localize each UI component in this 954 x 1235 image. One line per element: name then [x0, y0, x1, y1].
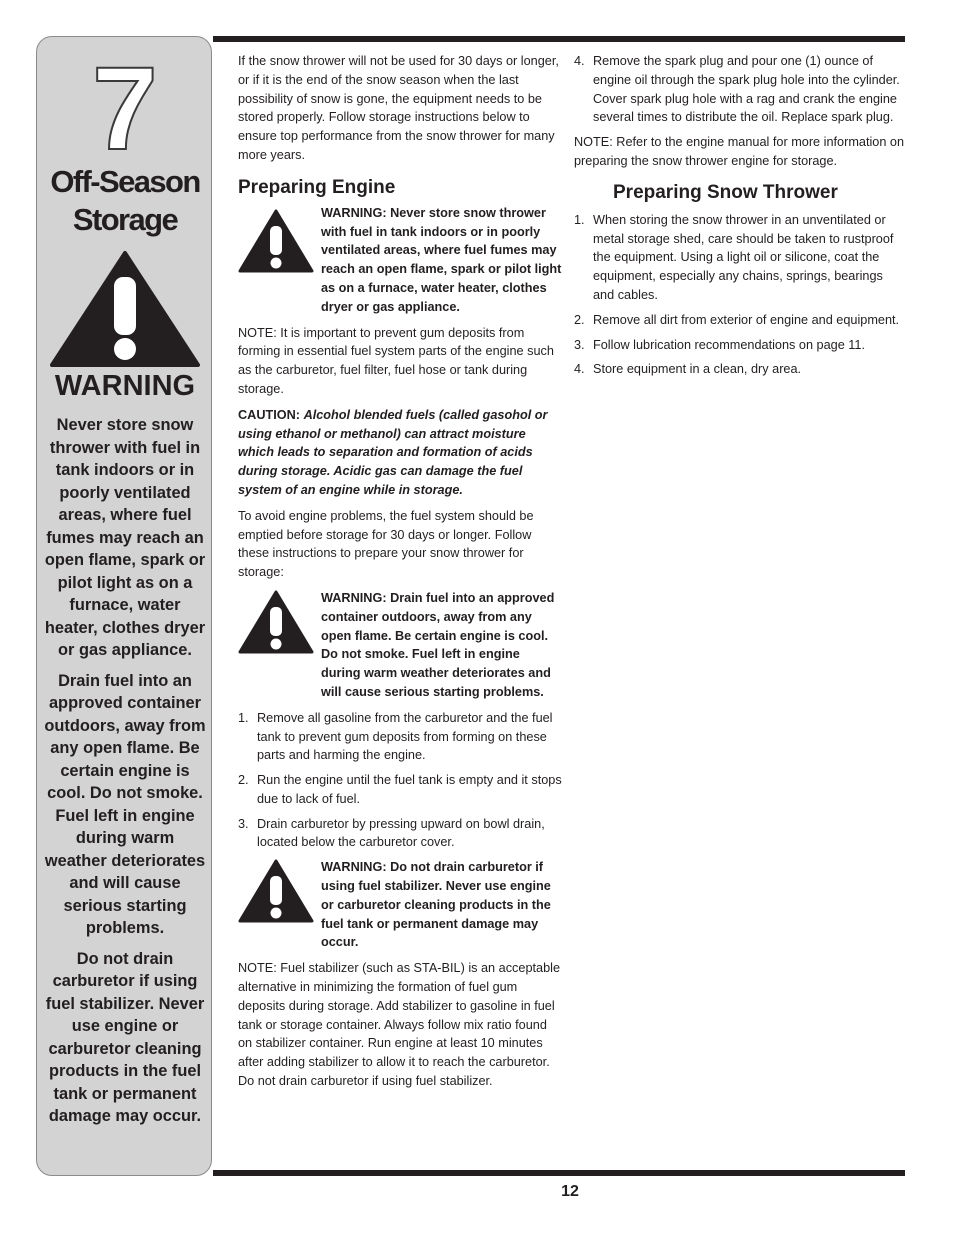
caution-text: Alcohol blended fuels (called gasohol or using ethanol or methanol) can attract moisture which leads to separation and formation of acids during storage. Acidic gas can damage the fuel system of an engine while in storage.	[238, 407, 548, 497]
note-paragraph: NOTE: Fuel stabilizer (such as STA-BIL) is an acceptable alternative in minimizing the formation of fuel gum deposits during storage. Add stabilizer to gasoline in fuel tank or storage container. Always follow mix ratio found on stabilizer container. Run engine at least 10 minutes after adding stabilizer to allow it to reach the carburetor. Do not drain carburetor if using fuel stabilizer.	[238, 961, 561, 1089]
list-item	[574, 52, 906, 127]
list-item	[238, 771, 562, 809]
list-item-number: 1.	[238, 710, 249, 725]
list-item-text: When storing the snow thrower in an unventilated or metal storage shed, care should be taken to rustproof the equipment. Using a light oil or silicone, coat the equipment, especially any chains, springs, bearings and cables.	[593, 212, 894, 302]
intro-paragraph: If the snow thrower will not be used for 30 days or longer, or if it is the end of the snow season when the last possibility of snow is gone, the equipment needs to be stored properly. Follow storage instructions below to ensure top performance from the snow thrower for many more years.	[238, 54, 559, 162]
list-item-number: 4.	[574, 362, 585, 377]
left-column	[238, 52, 562, 1098]
sidebar-paragraph: Do not drain carburetor if using fuel stabilizer. Never use engine or carburetor cleaning products in the fuel tank or permanent damage may occur.	[45, 949, 205, 1125]
note-paragraph: NOTE: It is important to prevent gum deposits from forming in essential fuel system parts of the engine such as the carburetor, fuel filter, fuel hose or tank during storage.	[238, 325, 554, 396]
list-item-text: Remove all dirt from exterior of engine and equipment.	[593, 312, 900, 327]
warning-label: WARNING	[54, 370, 196, 402]
list-item-number: 4.	[574, 54, 585, 68]
caution-paragraph	[238, 406, 562, 500]
engine-steps-list	[238, 709, 562, 853]
warning-triangle-icon	[238, 858, 314, 924]
bottom-rule	[213, 1170, 905, 1176]
list-item-text: Run the engine until the fuel tank is empty and it stops due to lack of fuel.	[257, 773, 562, 806]
list-item	[574, 211, 906, 305]
warning-block	[238, 589, 562, 702]
warning-text: WARNING: Do not drain carburetor if using fuel stabilizer. Never use engine or carburetor cleaning products in the fuel tank or permanent damage may occur.	[321, 860, 551, 950]
warning-triangle-icon	[238, 208, 314, 274]
chapter-sidebar	[36, 36, 212, 1176]
list-item-text: Drain carburetor by pressing upward on bowl drain, located below the carburetor cover.	[257, 816, 545, 850]
sidebar-warning-text	[43, 414, 207, 1136]
list-item-text: Follow lubrication recommendations on page 11.	[593, 337, 865, 352]
chapter-title	[37, 163, 213, 239]
right-column	[574, 52, 906, 385]
list-item-text: Remove the spark plug and pour one (1) ounce of engine oil through the spark plug hole into the cylinder. Cover spark plug hole with a rag and crank the engine several times to distribute the oil. Replace spark plug.	[593, 54, 900, 125]
warning-block	[238, 204, 562, 317]
chapter-title-line2: Storage	[72, 202, 178, 237]
list-item-text: Store equipment in a clean, dry area.	[593, 362, 802, 377]
list-item-text: Remove all gasoline from the carburetor and the fuel tank to prevent gum deposits from forming on these parts and harming the engine.	[257, 710, 553, 763]
list-item	[574, 336, 906, 355]
sidebar-paragraph: Never store snow thrower with fuel in tank indoors or in poorly ventilated areas, where fuel fumes may reach an open flame, spark or pilot light as on a furnace, water heater, clothes dryer or gas appliance.	[44, 416, 206, 659]
list-item-number: 3.	[238, 816, 249, 831]
list-item	[574, 311, 906, 330]
page-number: 12	[561, 1183, 579, 1200]
list-item	[238, 815, 562, 853]
chapter-number: 7	[92, 43, 158, 175]
note-paragraph: NOTE: Refer to the engine manual for more information on preparing the snow thrower engine for storage.	[574, 135, 905, 168]
warning-block	[238, 858, 562, 952]
list-item-number: 2.	[574, 312, 585, 327]
snow-thrower-steps-list	[574, 211, 906, 379]
list-item-number: 2.	[238, 773, 249, 788]
list-item	[238, 709, 562, 765]
sidebar-paragraph: Drain fuel into an approved container outdoors, away from any open flame. Be certain engine is cool. Do not smoke. Fuel left in engine during warm weather deteriorates and will cause serious starting problems.	[44, 671, 206, 937]
section-heading-preparing-snow-thrower: Preparing Snow Thrower	[613, 181, 838, 203]
warning-triangle-icon	[49, 249, 201, 369]
chapter-title-line1: Off-Season	[50, 164, 200, 199]
warning-triangle-icon	[238, 589, 314, 655]
top-rule	[213, 36, 905, 42]
list-item-number: 3.	[574, 337, 585, 352]
warning-text: WARNING: Drain fuel into an approved container outdoors, away from any open flame. Be certain engine is cool. Do not smoke. Fuel left in engine during warm weather deteriorates and will cause serious starting problems.	[321, 590, 555, 699]
list-item-number: 1.	[574, 212, 585, 227]
section-heading-preparing-engine: Preparing Engine	[238, 176, 396, 198]
list-item	[574, 360, 906, 379]
engine-steps-list-continued	[574, 52, 906, 127]
warning-text: WARNING: Never store snow thrower with fuel in tank indoors or in poorly ventilated areas, where fuel fumes may reach an open flame, spark or pilot light as on a furnace, water heater, clothes dryer or gas appliance.	[321, 205, 562, 314]
avoid-paragraph: To avoid engine problems, the fuel system should be emptied before storage for 30 days or longer. Follow these instructions to prepare your snow thrower for storage:	[238, 508, 534, 580]
caution-label: CAUTION:	[238, 407, 301, 422]
